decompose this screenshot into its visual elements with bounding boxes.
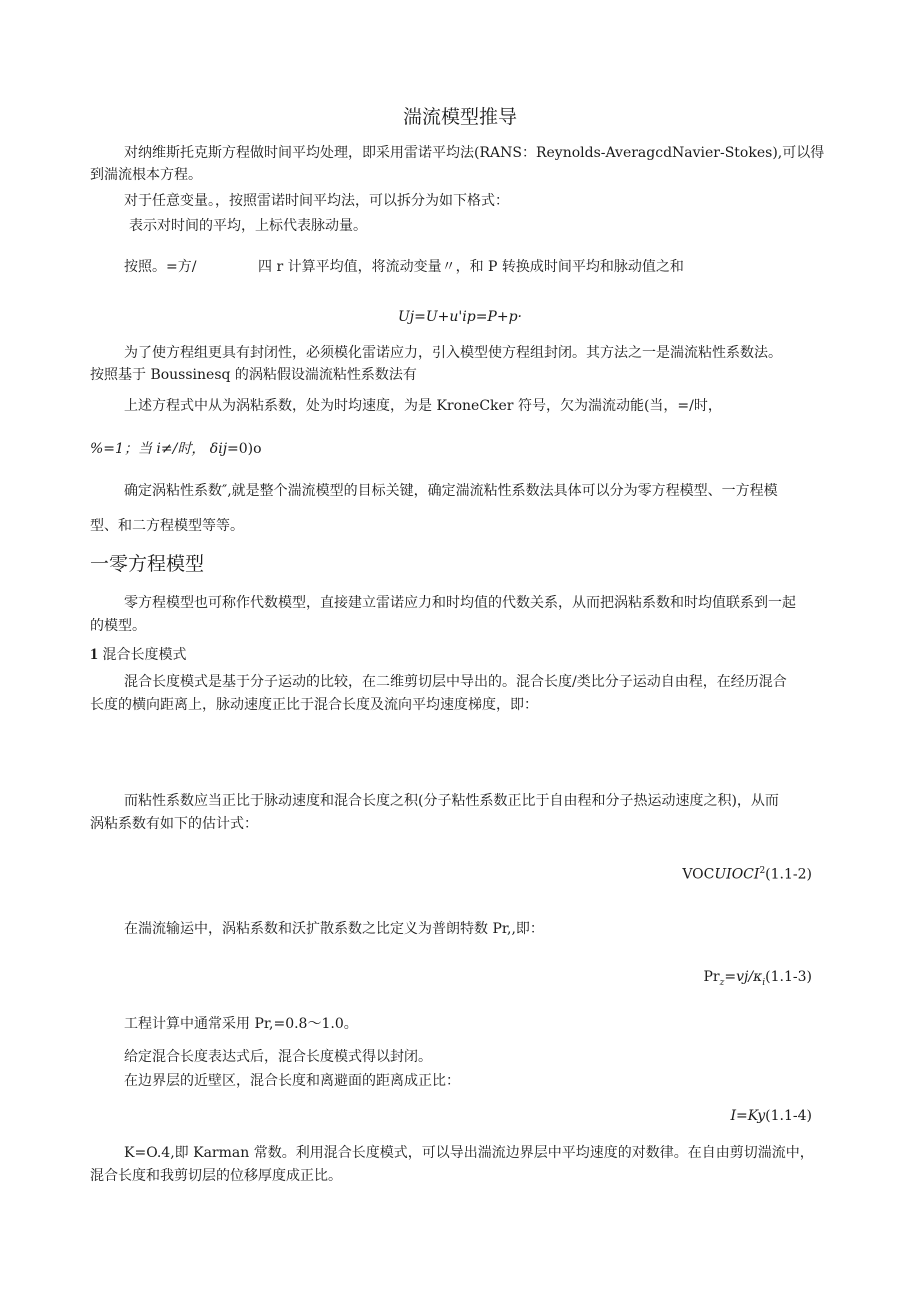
section-1-paragraph-2-line-1: 混合长度模式是基于分子运动的比较，在二维剪切层中导出的。混合长度/类比分子运动自由程，在经历混合 bbox=[124, 674, 787, 690]
eq2-left: VOC bbox=[682, 866, 715, 883]
intro-paragraph-7-line-2: 型、和二方程模型等等。 bbox=[90, 518, 244, 534]
intro-paragraph-7-line-1: 确定涡粘性系数″,就是整个湍流模型的目标关键，确定湍流粘性系数法具体可以分为零方程模型、一方程模 bbox=[124, 483, 778, 499]
section-1-paragraph-1-line-2: 的模型。 bbox=[90, 618, 146, 634]
section-1-paragraph-8-line-2: 混合长度和我剪切层的位移厚度成正比。 bbox=[90, 1168, 342, 1184]
section-1-paragraph-8-line-1: K=O.4,即 Karman 常数。利用混合长度模式，可以导出湍流边界层中平均速度的对数律。在自由剪切湍流中， bbox=[124, 1145, 814, 1161]
equation-reynolds-decomposition: Uj=U+u'ip=P+p· bbox=[398, 309, 522, 325]
eq3-subscript-2: i bbox=[762, 977, 766, 988]
subsection-number: 1 bbox=[90, 646, 98, 663]
eq4-number: (1.1-4) bbox=[765, 1108, 812, 1124]
eq2-superscript: 2 bbox=[759, 866, 766, 876]
eq2-middle: UIOCI bbox=[714, 866, 760, 883]
intro-paragraph-6-line-1: 上述方程式中从为涡粘系数，处为时均速度，为是 KroneCker 符号，欠为湍流动能(当，=/时， bbox=[124, 398, 722, 414]
page-title: 湍流模型推导 bbox=[402, 106, 517, 128]
section-1-paragraph-1-line-1: 零方程模型也可称作代数模型，直接建立雷诺应力和时均值的代数关系，从而把涡粘系数和时均值联系到一起 bbox=[124, 595, 796, 611]
subsection-title: 混合长度模式 bbox=[102, 647, 187, 663]
section-1-paragraph-6: 给定混合长度表达式后，混合长度模式得以封闭。 bbox=[124, 1049, 432, 1065]
intro-paragraph-1-line-1: 对纳维斯托克斯方程做时间平均处理，即采用雷诺平均法(RANS：Reynolds-AveragcdNavier-Stokes),可以得 bbox=[124, 145, 825, 161]
intro-paragraph-6-line-2 bbox=[90, 439, 262, 459]
section-1-paragraph-5: 工程计算中通常采用 Pr,=0.8～1.0。 bbox=[124, 1016, 358, 1032]
intro-paragraph-2: 对于任意变量。，按照雷诺时间平均法，可以拆分为如下格式： bbox=[124, 193, 509, 209]
section-1-paragraph-3-line-2: 涡粘系数有如下的估计式： bbox=[90, 816, 258, 832]
section-heading-zero-equation-model: 一零方程模型 bbox=[90, 553, 205, 575]
section-1-paragraph-2-line-2: 长度的横向距离上，脉动速度正比于混合长度及流向平均速度梯度，即： bbox=[90, 697, 538, 713]
intro-paragraph-4-part-a: 按照。=方/ bbox=[124, 259, 197, 275]
eq3-number: (1.1-3) bbox=[765, 969, 812, 985]
eq4-left: I=Ky bbox=[730, 1108, 766, 1124]
section-1-paragraph-7: 在边界层的近壁区，混合长度和离避面的距离成正比： bbox=[124, 1073, 460, 1089]
equation-1-1-3 bbox=[704, 967, 812, 993]
section-1-paragraph-4: 在湍流输运中，涡粘系数和沃扩散系数之比定义为普朗特数 Pr,,即： bbox=[124, 921, 544, 937]
intro-paragraph-4-part-b: 四 r 计算平均值，将流动变量〃，和 P 转换成时间平均和脉动值之和 bbox=[258, 259, 684, 275]
eq2-number: (1.1-2) bbox=[765, 866, 812, 883]
kronecker-delta-symbol: δij bbox=[209, 441, 228, 457]
section-1-paragraph-3-line-1: 而粘性系数应当正比于脉动速度和混合长度之积(分子粘性系数正比于自由程和分子热运动速度之积)，从而 bbox=[124, 793, 779, 809]
equation-1-1-4 bbox=[730, 1106, 812, 1126]
intro-paragraph-5-line-2: 按照基于 Boussinesq 的涡粘假设湍流粘性系数法有 bbox=[90, 367, 417, 383]
equation-1-1-2 bbox=[682, 861, 812, 885]
intro-paragraph-3: 表示对时间的平均，上标代表脉动量。 bbox=[129, 218, 367, 234]
kronecker-case-text: %=1；当 i≠/时， bbox=[90, 441, 206, 457]
eq3-subscript: z bbox=[719, 977, 725, 988]
subsection-heading-mixing-length bbox=[90, 645, 186, 665]
kronecker-delta-value: =0)o bbox=[227, 441, 262, 457]
intro-paragraph-1-line-2: 到湍流根本方程。 bbox=[90, 167, 202, 183]
intro-paragraph-5-line-1: 为了使方程组更具有封闭性，必须模化雷诺应力，引入模型使方程组封闭。其方法之一是湍流粘性系数法。 bbox=[124, 345, 782, 361]
eq3-left: Pr bbox=[703, 969, 720, 985]
eq3-middle: =vj/κ bbox=[724, 969, 763, 985]
